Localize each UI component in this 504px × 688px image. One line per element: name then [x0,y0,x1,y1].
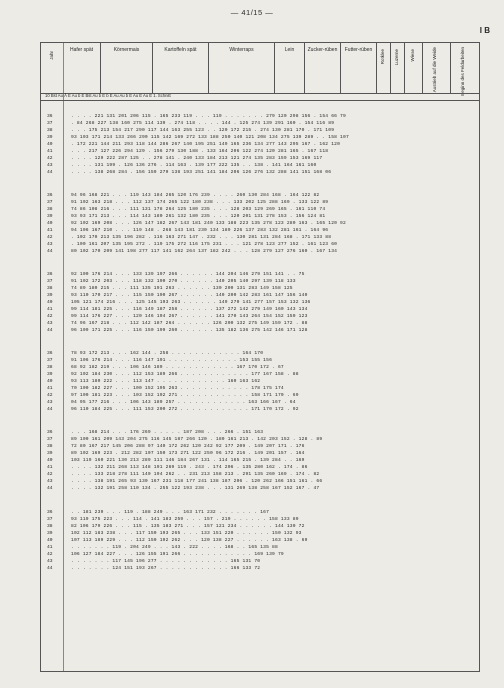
value-cells: 99 114 176 227 . . . 120 146 194 267 . . . . . . 141 270 143 264 154 152 150 123 [71,314,308,319]
table-row [41,357,479,364]
year-cell: 40 [47,300,53,305]
value-cells: 74 86 108 216 . . . 111 131 178 264 125 180 235 . . . 128 203 129 269 165 . 161 110 74 [71,207,326,212]
value-cells: . 172 221 144 211 293 118 144 286 267 140 195 251 149 165 236 134 277 143 295 167 . 162 120 [71,142,341,147]
value-cells: 94 106 167 210 . . . 119 148 . 268 143 181 230 134 189 226 137 283 132 281 161 . 164 96 [71,228,329,233]
year-cell: 39 [47,372,53,377]
year-cell: 38 [47,286,53,291]
year-cell: 43 [47,242,53,247]
table-row [41,206,479,213]
year-cell: 42 [47,472,53,477]
table-row [41,306,479,313]
table-row [41,327,479,334]
value-cells: 04 95 177 216 . . . 106 143 189 257 . . . . . . . . . . . . 163 166 167 . 64 [71,400,296,405]
year-cell: 36 [47,510,53,515]
header-rotklee [377,43,391,93]
table-row [41,320,479,327]
year-cell: 39 [47,135,53,140]
header-lein [275,43,305,93]
data-table [40,42,480,672]
table-row [41,350,479,357]
table-row [41,399,479,406]
subheader-rule [41,100,479,101]
header-koernermais-label: Körnermais [113,47,140,53]
value-cells: . . . 217 127 226 294 129 . 156 279 130 188 . 133 164 206 122 274 120 281 165 . 167 118 [71,149,329,154]
value-cells: 106 127 184 227 . . . 126 155 191 266 . . . . . . . . . . . . 169 139 79 [71,552,284,557]
year-cell: 41 [47,386,53,391]
table-row [41,457,479,464]
table-row [41,565,479,572]
year-cell: 41 [47,149,53,154]
table-row [41,523,479,530]
year-cell: 42 [47,156,53,161]
table-row [41,406,479,413]
year-cell: 38 [47,444,53,449]
year-cell: 39 [47,451,53,456]
table-row [41,285,479,292]
table-row [41,313,479,320]
table-row [41,371,479,378]
value-cells: . . . 175 213 154 217 290 117 144 163 255 123 . . 120 172 215 . 274 130 281 170 . 171 109 [71,128,335,133]
table-row [41,429,479,436]
year-cell: 37 [47,517,53,522]
header-zuckerrueben-label: Zucker-rüben [307,47,338,53]
year-cell: 36 [47,430,53,435]
value-cells: . . . . 138 268 284 . 156 159 279 138 193 251 141 184 206 126 276 132 288 141 151 168 06 [71,170,332,175]
table-row [41,169,479,176]
value-cells: . . . . 221 131 201 206 115 . 165 233 119 . . . 119 . . . . . . . 279 120 298 156 . 154 66 79 [71,114,346,119]
table-row [41,378,479,385]
table-row [41,558,479,565]
value-cells: 89 100 161 209 143 204 275 116 145 187 266 120 . 180 161 213 . 142 203 152 . 128 . 89 [71,437,323,442]
table-row [41,271,479,278]
value-cells: 93 103 171 214 133 266 290 115 142 169 272 133 188 250 140 121 208 134 275 139 289 . . 158 107 [71,135,349,140]
table-row [41,134,479,141]
value-cells: . . . . 138 191 265 93 130 167 231 118 177 241 138 187 206 . 120 262 166 151 161 . 66 [71,479,323,484]
value-cells: 91 102 172 203 . . . 118 132 190 270 . . . . . . 140 205 140 297 139 118 133 [71,279,296,284]
header-hafer [63,43,101,93]
year-cell: 43 [47,479,53,484]
table-row [41,227,479,234]
year-cell: 44 [47,249,53,254]
table-row [41,537,479,544]
table-row [41,213,479,220]
header-rotklee-label: Rotklee [380,49,385,65]
value-cells: 68 92 182 219 . . . 106 146 189 . . . . . . . . . . . . 167 170 172 . 67 [71,365,284,370]
value-cells: . . . 168 214 . . . 176 269 . . . . . 187 208 . . . 266 . 151 163 [71,430,264,435]
table-row [41,220,479,227]
value-cells: 99 114 181 225 . . . 116 149 187 258 . . . . . . 137 272 142 279 149 160 143 134 [71,307,308,312]
value-cells: 92 100 176 214 . . . 133 139 197 266 . . . . . . 144 204 146 279 151 141 . . 75 [71,272,305,277]
value-cells: 93 110 170 217 . . . 115 150 190 267 . . . . . . 140 200 142 283 161 147 156 140 [71,293,308,298]
value-cells: 93 93 171 213 . . . 114 143 180 261 132 180 235 . . . 120 201 131 278 153 . 156 124 81 [71,214,326,219]
value-cells: 93 113 180 222 . . . 113 147 . . . . . . . . . . . . 160 163 162 [71,379,261,384]
header-luzerne-label: Luzerne [394,49,399,66]
year-cell: 41 [47,465,53,470]
year-cell: 38 [47,128,53,133]
header-austrieb-label: Austrieb auf die Weide [432,47,437,93]
header-zuckerrueben [305,43,341,93]
year-cell: 40 [47,142,53,147]
year-cell: 37 [47,200,53,205]
table-row [41,113,479,120]
header-jahr: Jahr [49,51,54,60]
table-row [41,385,479,392]
year-cell: 37 [47,121,53,126]
value-cells: 93 119 175 223 . . . 114 . 141 183 259 . . . 157 . 219 . . . . . . 158 133 89 [71,517,299,522]
table-row [41,199,479,206]
value-cells: . . . . 129 222 287 125 . . 278 141 . 240 133 184 213 121 274 135 283 159 153 169 117 [71,156,323,161]
table-row [41,478,479,485]
table-row [41,192,479,199]
year-cell: 43 [47,400,53,405]
page-number: — 41/15 — [230,8,274,17]
value-cells: . . . . . . . 119 . 204 249 . . . 143 . 222 . . . . 168 . . 165 135 88 [71,545,278,550]
year-cell: 37 [47,437,53,442]
header-hafer-label: Hafer spät [69,47,94,53]
year-cell: 40 [47,458,53,463]
table-row [41,485,479,492]
value-cells: 82 106 179 226 . . . 115 . 135 183 271 . . . 157 121 234 . . . . . . 144 130 72 [71,524,305,529]
value-cells: 102 112 183 238 . . . 117 150 193 265 . . . 133 151 220 . . . . . . 150 132 93 [71,531,302,536]
table-row [41,148,479,155]
year-cell: 44 [47,407,53,412]
value-cells: 70 100 182 227 . . . 100 152 195 263 . . . . . . . . . . . . 178 175 174 [71,386,284,391]
year-cell: 43 [47,321,53,326]
header-futterrueben-label: Futter-rüben [344,47,373,53]
year-cell: 42 [47,393,53,398]
table-row [41,278,479,285]
table-row [41,450,479,457]
header-beginn-label: Beginn des Feldarbeiten [460,47,465,96]
table-row [41,127,479,134]
value-cells: 91 102 163 218 . . . 112 137 174 265 122 180 238 . . . 133 202 125 288 169 . 133 122 89 [71,200,329,205]
header-winterraps [209,43,275,93]
header-wiese-label: Wiese [410,49,415,62]
value-cells: . 102 170 213 135 196 282 . 116 163 271 147 . 232 . . . 130 281 131 284 168 . 171 133 88 [71,235,332,240]
year-cell: 41 [47,307,53,312]
year-cell: 42 [47,314,53,319]
year-cell: 44 [47,566,53,571]
value-cells: . 84 268 227 138 160 275 114 139 . 274 118 . . . . 144 . 125 274 139 291 160 . 154 116 89 [71,121,335,126]
year-cell: 39 [47,214,53,219]
year-cell: 36 [47,351,53,356]
year-cell: 38 [47,207,53,212]
value-cells: 96 109 171 225 . . . 116 150 199 260 . . . . . . 135 182 136 275 142 146 171 128 [71,328,308,333]
value-cells: 80 102 170 209 141 198 277 117 141 162 264 137 182 242 . . . 128 279 127 276 160 . 167 134 [71,249,338,254]
value-cells: 105 121 174 216 . . . 125 145 193 263 . . . . . . 149 270 141 277 157 153 132 136 [71,300,311,305]
table-row [41,509,479,516]
header-beginn [451,43,479,96]
value-cells: . . . . 132 191 258 110 134 . 255 122 193 238 . . . 131 269 138 258 167 152 167 . 47 [71,486,320,491]
year-cell: 36 [47,114,53,119]
year-cell: 37 [47,279,53,284]
header-winterraps-label: Winterraps [229,47,254,53]
header-luzerne [391,43,405,93]
table-row [41,364,479,371]
value-cells: 103 119 160 221 130 213 289 111 146 184 267 131 . 114 165 215 . 139 284 . . 169 [71,458,305,463]
table-row [41,443,479,450]
header-lein-label: Lein [284,47,295,53]
header-wiese [405,43,423,93]
year-cell: 43 [47,163,53,168]
year-cell: 44 [47,170,53,175]
table-row [41,299,479,306]
value-cells: . . . . 133 218 278 111 140 194 262 . . 231 213 158 213 . 291 135 260 169 . 174 . 82 [71,472,320,477]
table-row [41,241,479,248]
year-cell: 36 [47,272,53,277]
value-cells: . . . . . . . 124 151 193 267 . . . . . . . . . . . . 166 133 72 [71,566,261,571]
value-cells: 74 89 180 215 . . . 111 135 191 263 . . . . . . 130 200 131 283 149 158 125 [71,286,293,291]
value-cells: 97 100 181 223 . . . 103 152 192 271 . . . . . . . . . . . . 158 171 170 . 69 [71,393,299,398]
value-cells: . . . . . . . 117 145 196 277 . . . . . . . . . . . . 165 131 70 [71,559,261,564]
table-row [41,530,479,537]
table-row [41,516,479,523]
value-cells: . . . . 132 211 268 113 148 191 269 119 . 243 . 174 206 . 135 280 162 . 174 . 86 [71,465,308,470]
value-cells: 107 113 189 229 . . . 112 150 192 262 . . . 120 138 227 . . . . . . 163 138 . 69 [71,538,308,543]
header-kartoffeln [153,43,209,93]
value-cells: 92 102 169 208 . . . 126 147 182 267 143 181 240 133 188 223 135 278 123 280 163 . 165 120 92 [71,221,346,226]
table-row [41,392,479,399]
table-row [41,234,479,241]
value-cells: 72 80 167 217 145 206 288 97 140 172 262 120 242 92 177 209 . 149 207 171 . 176 [71,444,305,449]
year-cell: 42 [47,235,53,240]
year-cell: 44 [47,486,53,491]
year-cell: 38 [47,365,53,370]
year-cell: 36 [47,193,53,198]
header-koernermais [101,43,153,93]
year-cell: 44 [47,328,53,333]
value-cells: 89 102 169 223 . 212 282 107 150 173 271 122 250 96 172 216 . 149 201 157 . 164 [71,451,305,456]
year-cell: 39 [47,293,53,298]
value-cells: . . 181 239 . . . 119 . 188 249 . . . 163 171 232 . . . . . . . 167 [71,510,270,515]
year-cell: 40 [47,221,53,226]
value-cells: 91 106 176 214 . . . 116 147 191 . . . . . . . . . . . . 153 155 156 [71,358,273,363]
year-cell: 43 [47,559,53,564]
header-futterrueben [341,43,377,93]
year-cell: 42 [47,552,53,557]
table-row [41,544,479,551]
value-cells: 74 96 167 218 . . . 112 142 187 264 . . . . . . 126 200 132 275 149 159 172 . 88 [71,321,308,326]
value-cells: . . . . 131 199 . 126 136 276 . 114 163 . 139 177 222 135 . . 138 . 141 164 161 160 [71,163,317,168]
year-cell: 37 [47,358,53,363]
section-label: I B [479,26,490,35]
value-cells: 92 102 184 230 . . . 112 153 189 266 . . . . . . . . . . . . 177 167 158 . 88 [71,372,299,377]
year-cell: 40 [47,379,53,384]
table-row [41,141,479,148]
header-kartoffeln-label: Kartoffeln spät [164,47,197,53]
table-row [41,120,479,127]
table-row [41,292,479,299]
subheader-codes: 10 Bst Au Å E Au b E Bst Au b E b E Au Au b E Au E Au E 1. Schnitt [45,93,171,98]
year-cell: 38 [47,524,53,529]
value-cells: 94 96 168 221 . . . 119 143 184 265 120 176 239 . . . . 260 130 284 168 . 164 122 82 [71,193,320,198]
year-cell: 41 [47,228,53,233]
year-cell: 39 [47,531,53,536]
header-austrieb [423,43,451,93]
table-row [41,464,479,471]
year-cell: 40 [47,538,53,543]
value-cells: . 100 161 207 135 195 272 . 119 175 272 116 175 231 . . . 121 278 123 277 152 . 161 123 60 [71,242,338,247]
table-row [41,551,479,558]
value-cells: 78 93 172 213 . . . 162 144 . 258 . . . . . . . . . . . . 164 170 [71,351,264,356]
table-row [41,248,479,255]
value-cells: 96 110 184 225 . . . 111 153 200 272 . . . . . . . . . . . . 171 170 172 . 92 [71,407,299,412]
table-row [41,162,479,169]
table-row [41,471,479,478]
year-cell: 41 [47,545,53,550]
table-row [41,436,479,443]
table-row [41,155,479,162]
